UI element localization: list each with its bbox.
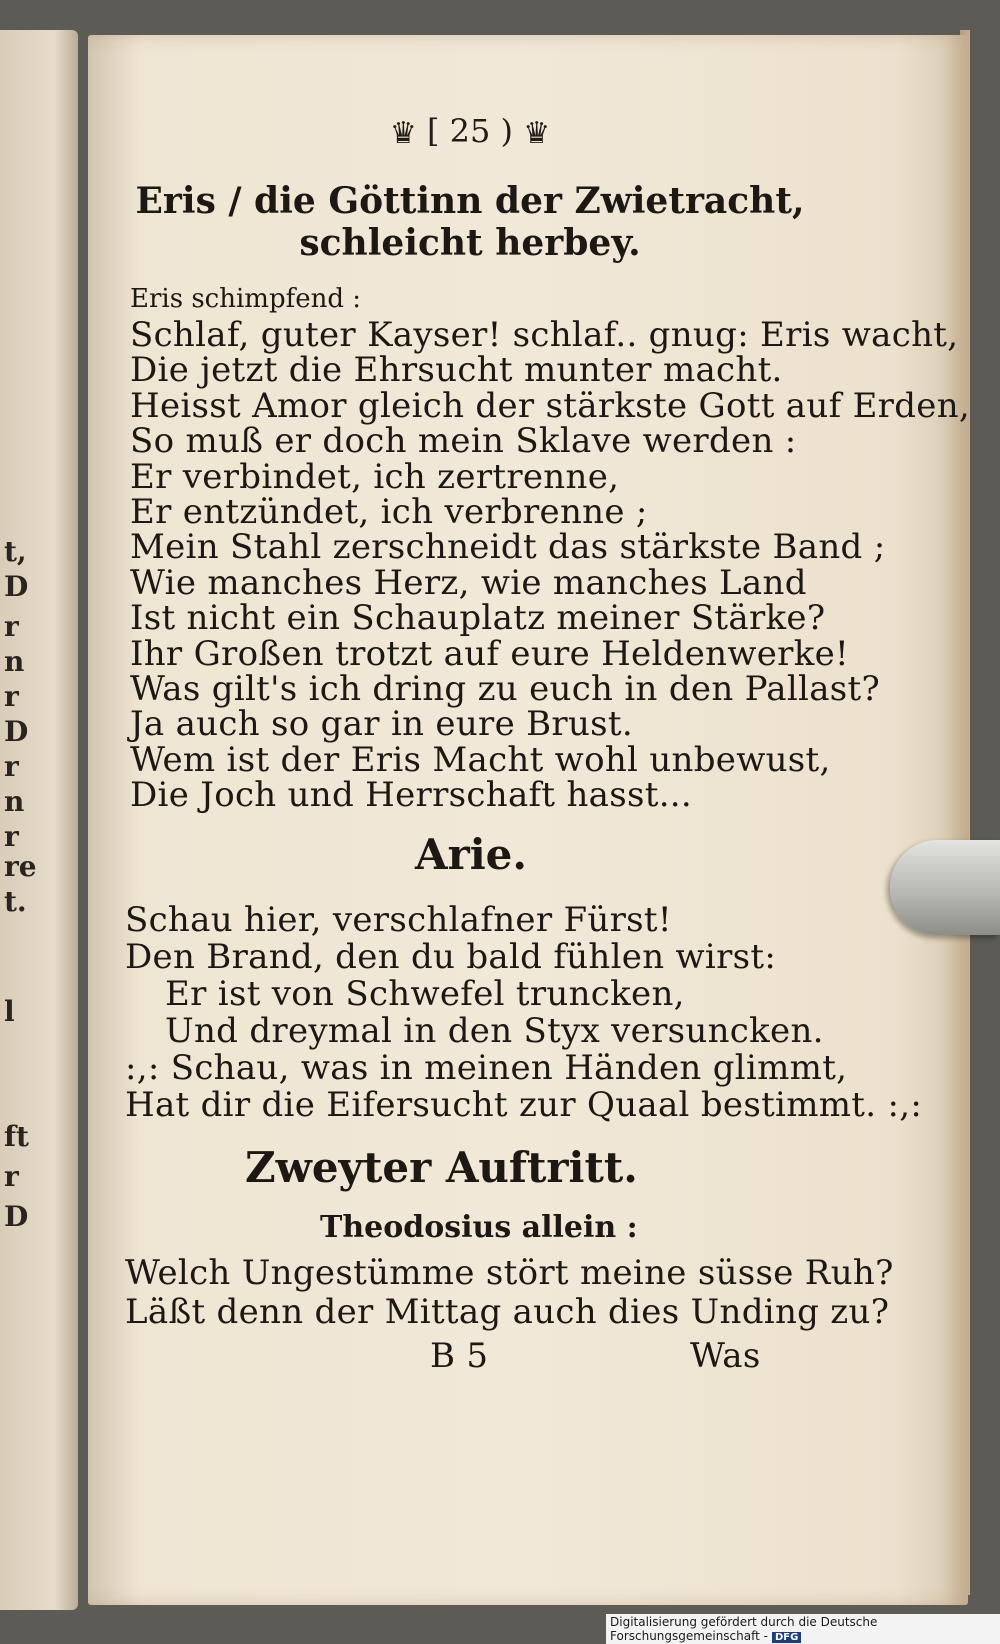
speaker-name: Theodosius allein : (320, 1210, 638, 1245)
facing-page-fragment: t. (4, 885, 27, 918)
catchword: Was (690, 1336, 761, 1376)
verse-line: Die Joch und Herrschaft hasst... (130, 775, 693, 815)
speaker-name: Eris schimpfend : (130, 284, 362, 314)
footer-text: Digitalisierung gefördert durch die Deutsche Forschungsgemeinschaft - (610, 1615, 878, 1643)
aria-heading: Arie. (415, 830, 528, 879)
facing-page-fragment: re (4, 850, 37, 883)
facing-page-fragment: r (4, 1160, 19, 1193)
signature-mark: B 5 (430, 1336, 489, 1376)
verse-line: Er verbindet, ich zertrenne, (130, 457, 620, 497)
verse-line: Läßt denn der Mittag auch dies Unding zu? (125, 1292, 890, 1332)
book-page (88, 35, 971, 1605)
aria-line: Und dreymal in den Styx versuncken. (165, 1011, 824, 1051)
crown-ornament-icon: ♛ (523, 116, 551, 151)
aria-line: Schau hier, verschlafner Fürst! (125, 900, 672, 940)
page-header (350, 112, 590, 151)
verse-line: Er entzündet, ich verbrenne ; (130, 492, 648, 532)
facing-page-fragment: l (4, 995, 15, 1028)
facing-page-fragment: D (4, 570, 29, 603)
scene-heading: Zweyter Auftritt. (245, 1143, 638, 1192)
verse-line: Wem ist der Eris Macht wohl unbewust, (130, 740, 831, 780)
dfg-logo: DFG (772, 1632, 801, 1643)
verse-line: Mein Stahl zerschneidt das stärkste Band ; (130, 527, 886, 567)
verse-line: Schlaf, guter Kayser! schlaf.. gnug: Eris wacht, (130, 315, 959, 355)
facing-page-fragment: r (4, 610, 19, 643)
aria-line: Hat dir die Eifersucht zur Quaal bestimmt. :,: (125, 1085, 923, 1125)
aria-line: Den Brand, den du bald fühlen wirst: (125, 937, 777, 977)
verse-line: Heisst Amor gleich der stärkste Gott auf Erden, (130, 386, 971, 426)
aria-line: :,: Schau, was in meinen Händen glimmt, (125, 1048, 848, 1088)
page-number: [ 25 ) (426, 112, 514, 150)
footer-credit (606, 1614, 1000, 1644)
verse-line: Welch Ungestümme stört meine süsse Ruh? (125, 1253, 894, 1293)
facing-page-fragment: t, (4, 535, 27, 568)
aria-line: Er ist von Schwefel truncken, (165, 974, 685, 1014)
facing-page-fragment: D (4, 1200, 29, 1233)
facing-page-fragment: r (4, 750, 19, 783)
facing-page-fragment: n (4, 785, 25, 818)
verse-line: Ihr Großen trotzt auf eure Heldenwerke! (130, 634, 849, 674)
verse-line: Die jetzt die Ehrsucht munter macht. (130, 350, 783, 390)
facing-page-fragment: r (4, 820, 19, 853)
scene-title-line: Eris / die Göttinn der Zwietracht, (135, 180, 805, 222)
facing-page-fragment: n (4, 645, 25, 678)
verse-line: Ist nicht ein Schauplatz meiner Stärke? (130, 598, 826, 638)
page-clip (890, 840, 1000, 935)
verse-line: Was gilt's ich dring zu euch in den Pallast? (130, 669, 881, 709)
verse-line: Ja auch so gar in eure Brust. (130, 704, 633, 744)
facing-page-fragment: ft (4, 1120, 29, 1153)
verse-line: Wie manches Herz, wie manches Land (130, 563, 807, 603)
scene-title-line: schleicht herbey. (299, 222, 641, 264)
verse-line: So muß er doch mein Sklave werden : (130, 421, 797, 461)
facing-page-fragment: D (4, 715, 29, 748)
facing-page-fragment: r (4, 680, 19, 713)
crown-ornament-icon: ♛ (389, 116, 417, 151)
facing-page-edge (0, 30, 78, 1610)
